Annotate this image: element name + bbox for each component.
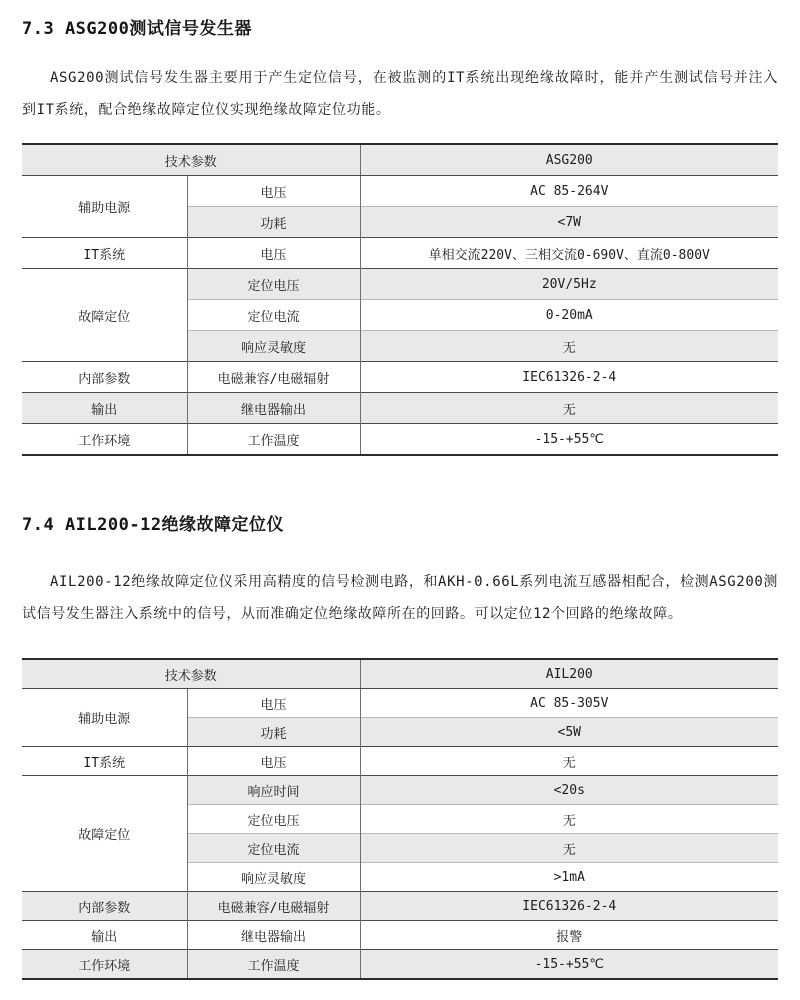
spec-value-cell: 无 xyxy=(360,393,778,424)
spec-category-cell: IT系统 xyxy=(22,747,187,776)
spec-name-cell: 工作温度 xyxy=(187,950,360,980)
spec-category-cell: IT系统 xyxy=(22,238,187,269)
spec-value-cell: 无 xyxy=(360,747,778,776)
spec-value-cell: 0-20mA xyxy=(360,300,778,331)
spec-name-cell: 响应灵敏度 xyxy=(187,863,360,892)
spec-header-model-cell: ASG200 xyxy=(360,144,778,176)
spec-value-cell: <20s xyxy=(360,776,778,805)
spec-name-cell: 电压 xyxy=(187,176,360,207)
spec-value-cell: 无 xyxy=(360,834,778,863)
spec-table-row xyxy=(22,393,778,424)
spec-name-cell: 定位电压 xyxy=(187,269,360,300)
spec-value-cell: 无 xyxy=(360,331,778,362)
section-ail200-paragraph: AIL200-12绝缘故障定位仪采用高精度的信号检测电路，和AKH-0.66L系列电流互感器相配合，检测ASG200测试信号发生器注入系统中的信号，从而准确定位绝缘故障所在的回路。可以定位12个回路的绝缘故障。 xyxy=(22,574,778,622)
spec-value-cell: 单相交流220V、三相交流0-690V、直流0-800V xyxy=(360,238,778,269)
spec-table-row xyxy=(22,362,778,393)
spec-table-header-row xyxy=(22,659,778,689)
spec-table-row xyxy=(22,269,778,300)
spec-category-cell: 故障定位 xyxy=(22,269,187,362)
spec-name-cell: 电压 xyxy=(187,689,360,718)
spec-category-cell: 输出 xyxy=(22,393,187,424)
spec-table-row xyxy=(22,424,778,456)
spec-name-cell: 响应灵敏度 xyxy=(187,331,360,362)
spec-table-row xyxy=(22,238,778,269)
spec-category-cell: 内部参数 xyxy=(22,362,187,393)
spec-name-cell: 电压 xyxy=(187,747,360,776)
spec-name-cell: 电磁兼容/电磁辐射 xyxy=(187,892,360,921)
spec-table-row xyxy=(22,950,778,980)
section-ail200-heading: 7.4 AIL200-12绝缘故障定位仪 xyxy=(22,515,285,535)
spec-name-cell: 功耗 xyxy=(187,718,360,747)
spec-value-cell: AC 85-264V xyxy=(360,176,778,207)
spec-value-cell: -15-+55℃ xyxy=(360,950,778,980)
spec-category-cell: 工作环境 xyxy=(22,950,187,980)
spec-value-cell: -15-+55℃ xyxy=(360,424,778,456)
spec-name-cell: 响应时间 xyxy=(187,776,360,805)
spec-name-cell: 电压 xyxy=(187,238,360,269)
spec-name-cell: 定位电流 xyxy=(187,834,360,863)
spec-value-cell: <7W xyxy=(360,207,778,238)
spec-table-row xyxy=(22,176,778,207)
spec-category-cell: 故障定位 xyxy=(22,776,187,892)
section-asg200-paragraph: ASG200测试信号发生器主要用于产生定位信号，在被监测的IT系统出现绝缘故障时，能并产生测试信号并注入到IT系统，配合绝缘故障定位仪实现绝缘故障定位功能。 xyxy=(22,70,778,118)
spec-table-row xyxy=(22,747,778,776)
spec-value-cell: >1mA xyxy=(360,863,778,892)
spec-category-cell: 输出 xyxy=(22,921,187,950)
spec-header-model-cell: AIL200 xyxy=(360,659,778,689)
spec-name-cell: 继电器输出 xyxy=(187,921,360,950)
spec-category-cell: 工作环境 xyxy=(22,424,187,456)
spec-name-cell: 定位电压 xyxy=(187,805,360,834)
spec-value-cell: IEC61326-2-4 xyxy=(360,362,778,393)
spec-table-row xyxy=(22,892,778,921)
spec-value-cell: 无 xyxy=(360,805,778,834)
section-ail200 xyxy=(22,514,778,980)
spec-table-row xyxy=(22,921,778,950)
spec-category-cell: 辅助电源 xyxy=(22,689,187,747)
spec-value-cell: 报警 xyxy=(360,921,778,950)
spec-value-cell: IEC61326-2-4 xyxy=(360,892,778,921)
spec-value-cell: 20V/5Hz xyxy=(360,269,778,300)
spec-name-cell: 功耗 xyxy=(187,207,360,238)
asg200-spec-table xyxy=(22,143,778,456)
spec-table-header-row xyxy=(22,144,778,176)
spec-value-cell: <5W xyxy=(360,718,778,747)
section-asg200-heading: 7.3 ASG200测试信号发生器 xyxy=(22,19,252,39)
spec-header-params-cell: 技术参数 xyxy=(22,659,360,689)
spec-category-cell: 辅助电源 xyxy=(22,176,187,238)
spec-table-row xyxy=(22,776,778,805)
section-asg200 xyxy=(22,18,778,456)
spec-name-cell: 定位电流 xyxy=(187,300,360,331)
spec-name-cell: 电磁兼容/电磁辐射 xyxy=(187,362,360,393)
spec-value-cell: AC 85-305V xyxy=(360,689,778,718)
spec-header-params-cell: 技术参数 xyxy=(22,144,360,176)
spec-name-cell: 继电器输出 xyxy=(187,393,360,424)
spec-category-cell: 内部参数 xyxy=(22,892,187,921)
spec-table-row xyxy=(22,689,778,718)
ail200-spec-table xyxy=(22,658,778,980)
spec-name-cell: 工作温度 xyxy=(187,424,360,456)
